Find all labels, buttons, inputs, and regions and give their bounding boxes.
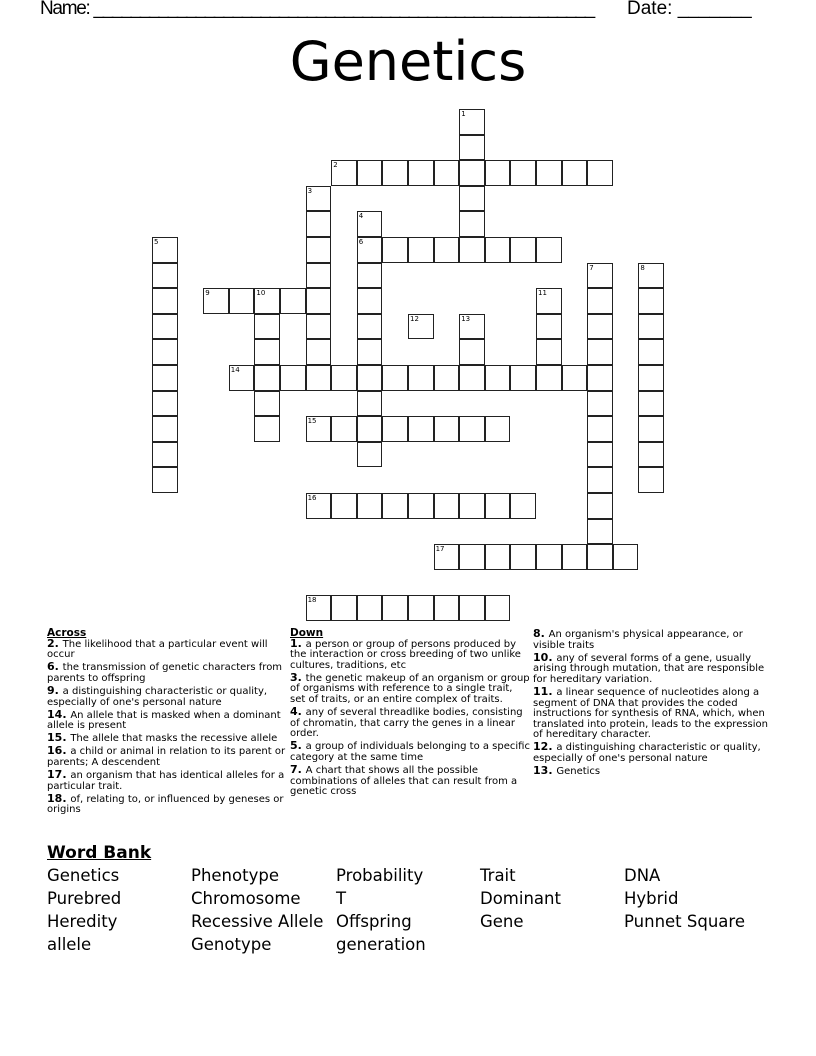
crossword-cell[interactable] bbox=[306, 416, 332, 442]
clue: 14. An allele that is masked when a dominant allele is present bbox=[47, 707, 281, 732]
clue: 5. a group of individuals belonging to a specific category at the same time bbox=[290, 739, 530, 764]
crossword-cell[interactable] bbox=[357, 314, 383, 340]
clue-number: 6 bbox=[358, 238, 364, 246]
clue-number: 18 bbox=[307, 596, 317, 605]
crossword-cell[interactable] bbox=[434, 493, 460, 519]
crossword-cell[interactable] bbox=[459, 365, 485, 391]
word-bank-item: allele bbox=[47, 935, 92, 954]
crossword-cell[interactable] bbox=[152, 314, 178, 340]
clue-number: 15 bbox=[307, 417, 317, 426]
crossword-cell[interactable] bbox=[638, 442, 664, 468]
crossword-cell[interactable] bbox=[408, 595, 434, 621]
crossword-cell[interactable] bbox=[306, 595, 332, 621]
clue-text: Genetics bbox=[556, 766, 601, 778]
crossword-cell[interactable] bbox=[459, 186, 485, 212]
word-bank-title: Word Bank bbox=[47, 843, 152, 863]
crossword-cell[interactable] bbox=[306, 288, 332, 314]
word-bank-item: Offspring bbox=[336, 912, 412, 931]
name-field-label: Name: ______________________________________________________ bbox=[40, 0, 594, 19]
crossword-cell[interactable] bbox=[587, 416, 613, 442]
crossword-cell[interactable] bbox=[331, 160, 357, 186]
clue-text: the genetic makeup of an organism or group of organisms with reference to a single trait, set of traits, or an entire complex of traits. bbox=[290, 672, 530, 706]
clue-number: 2 bbox=[47, 636, 55, 650]
crossword-cell[interactable] bbox=[280, 365, 306, 391]
clue: 4. any of several threadlike bodies, consisting of chromatin, that carry the genes in a linear order. bbox=[290, 705, 523, 740]
crossword-cell[interactable] bbox=[485, 365, 511, 391]
word-bank-item: Probability bbox=[336, 866, 424, 885]
crossword-cell[interactable] bbox=[152, 288, 178, 314]
crossword-cell[interactable] bbox=[357, 237, 383, 263]
crossword-cell[interactable] bbox=[536, 339, 562, 365]
crossword-cell[interactable] bbox=[562, 544, 588, 570]
crossword-cell[interactable] bbox=[152, 365, 178, 391]
crossword-cell[interactable] bbox=[459, 595, 485, 621]
crossword-cell[interactable] bbox=[152, 263, 178, 289]
clue: 9. a distinguishing characteristic or quality, especially of one's personal nature bbox=[47, 683, 268, 708]
crossword-cell[interactable] bbox=[510, 493, 536, 519]
word-bank-item: Trait bbox=[480, 866, 516, 885]
clue-number: 17 bbox=[47, 768, 63, 782]
clue: 18. of, relating to, or influenced by geneses or origins bbox=[47, 791, 284, 816]
crossword-cell[interactable] bbox=[254, 314, 280, 340]
crossword-cell[interactable] bbox=[357, 595, 383, 621]
crossword-cell[interactable] bbox=[485, 416, 511, 442]
word-bank-item: DNA bbox=[624, 866, 661, 885]
crossword-cell[interactable] bbox=[613, 544, 639, 570]
crossword-cell[interactable] bbox=[357, 339, 383, 365]
crossword-cell[interactable] bbox=[536, 288, 562, 314]
crossword-cell[interactable] bbox=[587, 442, 613, 468]
across-clues bbox=[47, 628, 287, 818]
clue-text: a distinguishing characteristic or quality, especially of one's personal nature bbox=[47, 685, 268, 708]
crossword-cell[interactable] bbox=[587, 160, 613, 186]
clue-number: 7 bbox=[589, 263, 594, 272]
across-heading: Across bbox=[47, 627, 87, 639]
crossword-cell[interactable] bbox=[536, 237, 562, 263]
crossword-cell[interactable] bbox=[408, 416, 434, 442]
crossword-cell[interactable] bbox=[382, 595, 408, 621]
crossword-cell[interactable] bbox=[357, 365, 383, 391]
crossword-cell[interactable] bbox=[485, 160, 511, 186]
clue-number: 9 bbox=[47, 683, 55, 697]
crossword-cell[interactable] bbox=[203, 288, 229, 314]
crossword-cell[interactable] bbox=[536, 365, 562, 391]
crossword-cell[interactable] bbox=[638, 339, 664, 365]
page-title: Genetics bbox=[289, 30, 527, 93]
crossword-cell[interactable] bbox=[434, 544, 460, 570]
clue: 2. The likelihood that a particular event will occur bbox=[47, 636, 268, 661]
crossword-cell[interactable] bbox=[306, 314, 332, 340]
crossword-cell[interactable] bbox=[587, 288, 613, 314]
crossword-cell[interactable] bbox=[459, 135, 485, 161]
date-field-label: Date: _______ bbox=[627, 0, 752, 19]
word-bank-item: Genotype bbox=[191, 935, 272, 954]
clue-number: 9 bbox=[205, 289, 210, 298]
crossword-cell[interactable] bbox=[510, 365, 536, 391]
crossword-cell[interactable] bbox=[434, 160, 460, 186]
crossword-cell[interactable] bbox=[638, 467, 664, 493]
clue-text: a distinguishing characteristic or quality, especially of one's personal nature bbox=[533, 742, 761, 765]
crossword-cell[interactable] bbox=[459, 211, 485, 237]
clue-text: a child or animal in relation to its parent or parents; A descendent bbox=[47, 746, 286, 769]
word-bank-item: Dominant bbox=[480, 889, 561, 908]
clue-text: any of several forms of a gene, usually arising through mutation, that are responsible for hereditary variation. bbox=[533, 652, 765, 685]
clue-text: A chart that shows all the possible combinations of alleles that can result from a genetic cross bbox=[290, 765, 518, 798]
crossword-cell[interactable] bbox=[306, 493, 332, 519]
crossword-cell[interactable] bbox=[357, 288, 383, 314]
clue-text: a person or group of persons produced by the interaction or cross breeding of two unlike cultures, traditions, etc bbox=[290, 638, 521, 671]
crossword-cell[interactable] bbox=[638, 263, 664, 289]
crossword-cell[interactable] bbox=[434, 595, 460, 621]
crossword-cell[interactable] bbox=[587, 365, 613, 391]
crossword-cell[interactable] bbox=[408, 314, 434, 340]
clue-number: 5 bbox=[154, 238, 159, 246]
clue-number: 14 bbox=[47, 707, 63, 721]
clue-number: 12 bbox=[533, 740, 549, 754]
clue-number: 8 bbox=[640, 263, 645, 272]
crossword-cell[interactable] bbox=[587, 263, 613, 289]
crossword-cell[interactable] bbox=[434, 416, 460, 442]
word-bank-item: Gene bbox=[480, 912, 524, 931]
clue: 17. an organism that has identical alleles for a particular trait. bbox=[47, 768, 285, 792]
crossword-cell[interactable] bbox=[306, 365, 332, 391]
clue: 1. a person or group of persons produced by the interaction or cross breeding of two unlike cultures, traditions, etc bbox=[290, 636, 521, 671]
crossword-cell[interactable] bbox=[638, 391, 664, 417]
crossword-cell[interactable] bbox=[152, 339, 178, 365]
crossword-cell[interactable] bbox=[229, 365, 255, 391]
crossword-cell[interactable] bbox=[536, 314, 562, 340]
crossword-cell[interactable] bbox=[510, 544, 536, 570]
word-bank-item: T bbox=[336, 889, 347, 908]
crossword-cell[interactable] bbox=[306, 237, 332, 263]
crossword-cell[interactable] bbox=[331, 595, 357, 621]
word-bank-item: Phenotype bbox=[191, 866, 279, 885]
crossword-cell[interactable] bbox=[306, 263, 332, 289]
word-bank-item: Punnet Square bbox=[624, 912, 745, 931]
clue: 12. a distinguishing characteristic or quality, especially of one's personal nature bbox=[533, 740, 761, 765]
down-heading: Down bbox=[290, 627, 324, 639]
clue: 16. a child or animal in relation to its parent or parents; A descendent bbox=[47, 744, 286, 769]
crossword-cell[interactable] bbox=[459, 416, 485, 442]
crossword-cell[interactable] bbox=[254, 365, 280, 391]
word-bank-item: generation bbox=[336, 935, 426, 954]
crossword-cell[interactable] bbox=[587, 467, 613, 493]
clue-text: The allele that masks the recessive allele bbox=[70, 733, 278, 745]
crossword-cell[interactable] bbox=[331, 493, 357, 519]
crossword-cell[interactable] bbox=[331, 416, 357, 442]
crossword-cell[interactable] bbox=[357, 416, 383, 442]
clue-text: The likelihood that a particular event will occur bbox=[47, 638, 268, 661]
clue-text: a group of individuals belonging to a specific category at the same time bbox=[290, 741, 530, 764]
crossword-cell[interactable] bbox=[459, 237, 485, 263]
clue-number: 18 bbox=[47, 791, 63, 805]
crossword-cell[interactable] bbox=[152, 416, 178, 442]
crossword-cell[interactable] bbox=[459, 314, 485, 340]
clue-number: 13 bbox=[533, 764, 549, 778]
clue-number: 13 bbox=[461, 314, 471, 323]
crossword-cell[interactable] bbox=[434, 237, 460, 263]
crossword-cell[interactable] bbox=[638, 314, 664, 340]
clue-number: 8 bbox=[533, 627, 541, 640]
crossword-cell[interactable] bbox=[357, 442, 383, 468]
crossword-cell[interactable] bbox=[536, 160, 562, 186]
clue-number: 4 bbox=[290, 705, 298, 719]
crossword-cell[interactable] bbox=[459, 493, 485, 519]
clue: 11. a linear sequence of nucleotides along a segment of DNA that provides the coded instructions for synthesis of RNA, which, when translated into protein, leads to the expression of hereditary character. bbox=[533, 684, 768, 741]
crossword-cell[interactable] bbox=[306, 186, 332, 212]
crossword-cell[interactable] bbox=[357, 493, 383, 519]
crossword-cell[interactable] bbox=[638, 365, 664, 391]
down-clues-continued bbox=[533, 629, 773, 779]
crossword-cell[interactable] bbox=[357, 211, 383, 237]
crossword-cell[interactable] bbox=[485, 237, 511, 263]
crossword-cell[interactable] bbox=[510, 160, 536, 186]
crossword-cell[interactable] bbox=[459, 109, 485, 135]
crossword-cell[interactable] bbox=[331, 365, 357, 391]
crossword-cell[interactable] bbox=[152, 237, 178, 263]
clue-number: 10 bbox=[256, 289, 266, 298]
crossword-cell[interactable] bbox=[485, 493, 511, 519]
crossword-cell[interactable] bbox=[510, 237, 536, 263]
clue: 6. the transmission of genetic characters from parents to offspring bbox=[47, 660, 283, 684]
crossword-cell[interactable] bbox=[408, 365, 434, 391]
crossword-cell[interactable] bbox=[152, 391, 178, 417]
clue-number: 16 bbox=[307, 494, 317, 502]
crossword-cell[interactable] bbox=[562, 160, 588, 186]
clue-number: 3 bbox=[307, 186, 313, 195]
clue-text: any of several threadlike bodies, consisting of chromatin, that carry the genes in a linear order. bbox=[290, 707, 523, 740]
clue-number: 15 bbox=[47, 731, 63, 745]
word-bank-item: Chromosome bbox=[191, 889, 301, 908]
clue-text: An allele that is masked when a dominant allele is present bbox=[47, 709, 281, 732]
clue-number: 16 bbox=[47, 744, 63, 758]
crossword-cell[interactable] bbox=[459, 160, 485, 186]
crossword-cell[interactable] bbox=[587, 519, 613, 545]
clue-number: 17 bbox=[435, 545, 445, 554]
crossword-cell[interactable] bbox=[357, 263, 383, 289]
crossword-cell[interactable] bbox=[382, 493, 408, 519]
crossword-cell[interactable] bbox=[357, 391, 383, 417]
crossword-cell[interactable] bbox=[382, 237, 408, 263]
crossword-cell[interactable] bbox=[587, 544, 613, 570]
crossword-cell[interactable] bbox=[638, 416, 664, 442]
word-bank-item: Heredity bbox=[47, 912, 118, 931]
clue-number: 6 bbox=[47, 660, 55, 674]
down-clues bbox=[290, 628, 530, 799]
crossword-cell[interactable] bbox=[562, 365, 588, 391]
clue-number: 14 bbox=[230, 366, 240, 374]
clue: 13. Genetics bbox=[533, 764, 601, 778]
clue-number: 3 bbox=[290, 670, 298, 684]
clue-number: 5 bbox=[290, 739, 298, 753]
crossword-cell[interactable] bbox=[459, 339, 485, 365]
clue-text: an organism that has identical alleles for a particular trait. bbox=[47, 770, 285, 792]
crossword-cell[interactable] bbox=[485, 595, 511, 621]
clue-text: of, relating to, or influenced by geneses or origins bbox=[47, 793, 284, 816]
clue: 7. A chart that shows all the possible combinations of alleles that can result from a genetic cross bbox=[290, 763, 518, 798]
crossword-cell[interactable] bbox=[152, 467, 178, 493]
clue: 3. the genetic makeup of an organism or group of organisms with reference to a single trait, set of traits, or an entire complex of traits. bbox=[290, 670, 530, 706]
clue-number: 7 bbox=[290, 763, 298, 777]
crossword-cell[interactable] bbox=[254, 339, 280, 365]
crossword-cell[interactable] bbox=[306, 339, 332, 365]
clue-number: 10 bbox=[533, 650, 549, 664]
word-bank-item: Genetics bbox=[47, 866, 120, 885]
clue: 10. any of several forms of a gene, usually arising through mutation, that are responsible for hereditary variation. bbox=[533, 650, 765, 685]
crossword-cell[interactable] bbox=[382, 416, 408, 442]
crossword-cell[interactable] bbox=[434, 365, 460, 391]
clue-number: 11 bbox=[533, 684, 549, 698]
crossword-cell[interactable] bbox=[382, 365, 408, 391]
crossword-cell[interactable] bbox=[587, 391, 613, 417]
crossword-cell[interactable] bbox=[306, 211, 332, 237]
crossword-cell[interactable] bbox=[408, 237, 434, 263]
crossword-cell[interactable] bbox=[587, 339, 613, 365]
word-bank-item: Hybrid bbox=[624, 889, 679, 908]
clue-number: 11 bbox=[538, 289, 547, 298]
crossword-cell[interactable] bbox=[638, 288, 664, 314]
clue-text: the transmission of genetic characters from parents to offspring bbox=[47, 662, 283, 684]
crossword-cell[interactable] bbox=[485, 544, 511, 570]
clue: 8. An organism's physical appearance, or visible traits bbox=[533, 627, 743, 651]
clue: 15. The allele that masks the recessive allele bbox=[47, 731, 278, 745]
crossword-cell[interactable] bbox=[408, 160, 434, 186]
crossword-cell[interactable] bbox=[254, 391, 280, 417]
crossword-cell[interactable] bbox=[587, 493, 613, 519]
clue-text: a linear sequence of nucleotides along a segment of DNA that provides the coded instructions for synthesis of RNA, which, when translated into protein, leads to the expression of hereditary character. bbox=[533, 686, 768, 741]
clue-number: 1 bbox=[461, 110, 466, 118]
clue-number: 1 bbox=[290, 636, 298, 650]
crossword-cell[interactable] bbox=[152, 442, 178, 468]
word-bank-item: Purebred bbox=[47, 889, 122, 908]
crossword-cell[interactable] bbox=[357, 160, 383, 186]
clue-text: An organism's physical appearance, or visible traits bbox=[533, 629, 743, 651]
crossword-cell[interactable] bbox=[229, 288, 255, 314]
crossword-cell[interactable] bbox=[587, 314, 613, 340]
crossword-cell[interactable] bbox=[254, 416, 280, 442]
clue-number: 4 bbox=[358, 212, 364, 221]
crossword-cell[interactable] bbox=[408, 493, 434, 519]
word-bank-item: Recessive Allele bbox=[191, 912, 324, 931]
crossword-cell[interactable] bbox=[254, 288, 280, 314]
clue-number: 2 bbox=[333, 161, 338, 170]
crossword-cell[interactable] bbox=[382, 160, 408, 186]
crossword-cell[interactable] bbox=[459, 544, 485, 570]
crossword-cell[interactable] bbox=[536, 544, 562, 570]
clue-number: 12 bbox=[410, 314, 419, 323]
crossword-cell[interactable] bbox=[280, 288, 306, 314]
